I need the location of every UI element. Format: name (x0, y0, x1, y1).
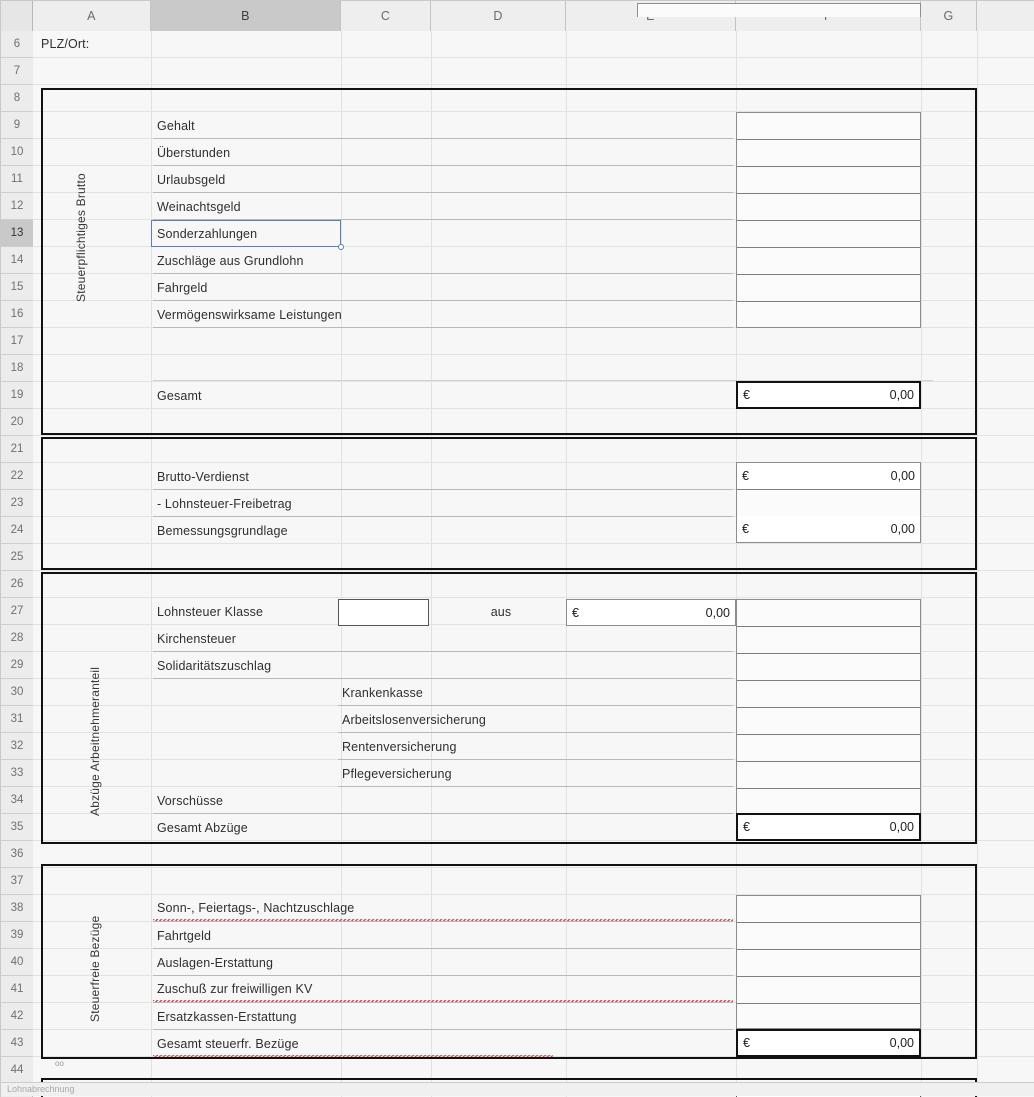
row-header-20[interactable]: 20 (1, 409, 33, 436)
stray-marker: oo (55, 1059, 64, 1068)
row-header-38[interactable]: 38 (1, 895, 33, 922)
amount-gesamt-abzuege[interactable] (736, 813, 921, 841)
steuerfrei-divider-3 (737, 976, 920, 977)
amount-box-group-steuerfrei[interactable] (736, 895, 921, 1029)
row-header-37[interactable]: 37 (1, 868, 33, 895)
steuerfrei-divider-4 (737, 1003, 920, 1004)
row-label-gesamt-abzuege: Gesamt Abzüge (157, 821, 248, 835)
row-label-arbeitslosenversicherung[interactable]: Arbeitslosenversicherung (338, 707, 733, 733)
row-header-32[interactable]: 32 (1, 733, 33, 760)
row-label-auslagen-erstattung[interactable]: Auslagen-Erstattung (153, 950, 733, 976)
row-header-11[interactable]: 11 (1, 166, 33, 193)
section-label-steuerpflichtiges-brutto: Steuerpflichtiges Brutto (74, 173, 89, 303)
row-label-sonderzahlungen[interactable]: Sonderzahlungen (157, 227, 258, 241)
row-header-26[interactable]: 26 (1, 571, 33, 598)
row-label-zuschuss-freiwillige-kv[interactable]: Zuschuß zur freiwilligen KV (153, 977, 733, 1003)
currency-symbol-brutto-verdienst: € (742, 469, 749, 483)
row-label-lohnsteuer-freibetrag[interactable]: - Lohnsteuer-Freibetrag (153, 491, 733, 517)
row-label-kirchensteuer[interactable]: Kirchensteuer (153, 626, 733, 652)
column-header-d[interactable]: D (431, 1, 566, 31)
row-header-9[interactable]: 9 (1, 112, 33, 139)
row-header-28[interactable]: 28 (1, 625, 33, 652)
section-label-steuerfreie-bezuege: Steuerfreie Bezüge (88, 915, 103, 1022)
row-sep-17 (33, 354, 1034, 355)
amount-value-gesamt-steuerfrei: 0,00 (889, 1036, 914, 1050)
row-label-krankenkasse[interactable]: Krankenkasse (338, 680, 733, 706)
row-label-vorschuesse[interactable]: Vorschüsse (153, 788, 733, 814)
row-header-19[interactable]: 19 (1, 382, 33, 409)
row-label-gehalt[interactable]: Gehalt (153, 113, 733, 139)
row-header-24[interactable]: 24 (1, 517, 33, 544)
plz-ort-label: PLZ/Ort: (41, 37, 90, 51)
row-header-15[interactable]: 15 (1, 274, 33, 301)
amount-divider-2 (737, 166, 920, 167)
row-header-23[interactable]: 23 (1, 490, 33, 517)
fill-handle[interactable] (338, 244, 344, 250)
row-header-7[interactable]: 7 (1, 58, 33, 85)
steuerfrei-divider-2 (737, 949, 920, 950)
col-sep-g-tail (977, 31, 978, 1097)
row-sep-36 (33, 867, 1034, 868)
amount-gesamt-brutto[interactable] (736, 381, 921, 409)
sheet-tab-label[interactable]: Lohnabrechnung (7, 1084, 75, 1094)
row-label-rentenversicherung[interactable]: Rentenversicherung (338, 734, 733, 760)
column-header-c[interactable]: C (341, 1, 431, 31)
amount-value-lohnsteuer: 0,00 (705, 605, 730, 620)
amount-divider-4 (737, 220, 920, 221)
abzuege-divider-5 (737, 734, 920, 735)
row-label-pflegeversicherung[interactable]: Pflegeversicherung (338, 761, 733, 787)
verdienst-divider-1 (737, 489, 920, 490)
currency-symbol-lohnsteuer: € (572, 605, 579, 620)
row-header-17[interactable]: 17 (1, 328, 33, 355)
connector-aus: aus (490, 605, 512, 619)
row-sep-25 (33, 570, 1034, 571)
row-header-40[interactable]: 40 (1, 949, 33, 976)
row-label-gesamt-brutto: Gesamt (157, 389, 202, 403)
row-sep-20 (33, 435, 1034, 436)
amount-divider-7 (737, 301, 920, 302)
sheet-grid[interactable] (33, 31, 1034, 1097)
lohnsteuer-klasse-input[interactable] (338, 599, 429, 626)
currency-symbol-gesamt-abzuege: € (743, 820, 750, 834)
amount-lohnsteuer[interactable] (566, 599, 736, 626)
row-header-14[interactable]: 14 (1, 247, 33, 274)
abzuege-divider-4 (737, 707, 920, 708)
amount-value-brutto-verdienst: 0,00 (890, 469, 915, 483)
row-header-31[interactable]: 31 (1, 706, 33, 733)
active-cell-selection[interactable] (151, 220, 341, 247)
col-sep-f-g (921, 31, 922, 1097)
select-all-corner[interactable] (1, 1, 33, 31)
row-header-30[interactable]: 30 (1, 679, 33, 706)
row-header-33[interactable]: 33 (1, 760, 33, 787)
row-header-6[interactable]: 6 (1, 31, 33, 58)
currency-symbol-gesamt-brutto: € (743, 388, 750, 402)
row-sep-6 (33, 57, 1034, 58)
row-header-44[interactable]: 44 (1, 1057, 33, 1084)
amount-brutto-verdienst[interactable] (736, 462, 921, 489)
column-header-b[interactable]: B (151, 1, 341, 31)
abzuege-divider-3 (737, 680, 920, 681)
abzuege-divider-7 (737, 788, 920, 789)
amount-box-group-brutto[interactable] (736, 112, 921, 328)
row-header-21[interactable]: 21 (1, 436, 33, 463)
row-header-18[interactable]: 18 (1, 355, 33, 382)
amount-gesamt-steuerfrei[interactable] (736, 1029, 921, 1057)
row-label-bemessungsgrundlage[interactable]: Bemessungsgrundlage (157, 524, 288, 538)
row-header-39[interactable]: 39 (1, 922, 33, 949)
row-header-43[interactable]: 43 (1, 1030, 33, 1057)
row-label-ueberstunden[interactable]: Überstunden (153, 140, 733, 166)
row-header-36[interactable]: 36 (1, 841, 33, 868)
row-label-brutto-verdienst[interactable]: Brutto-Verdienst (153, 464, 733, 490)
row-header-22[interactable]: 22 (1, 463, 33, 490)
row-header-16[interactable]: 16 (1, 301, 33, 328)
column-selection-bracket (637, 3, 921, 17)
col-sep-a-b (151, 31, 152, 1097)
row-header-34[interactable]: 34 (1, 787, 33, 814)
row-label-urlaubsgeld[interactable]: Urlaubsgeld (153, 167, 733, 193)
row-label-gesamt-steuerfrei: Gesamt steuerfr. Bezüge (153, 1031, 553, 1057)
sheet-tab-strip[interactable] (1, 1082, 1034, 1096)
row-header-27[interactable]: 27 (1, 598, 33, 625)
row-label-vermoegenswirksame-leistungen[interactable]: Vermögenswirksame Leistungen (153, 302, 733, 328)
row-label-solidaritaetszuschlag[interactable]: Solidaritätszuschlag (153, 653, 733, 679)
column-header-tail[interactable] (977, 1, 1034, 31)
column-header-strip (1, 1, 1034, 31)
row-label-weinachtsgeld[interactable]: Weinachtsgeld (153, 194, 733, 220)
amount-divider-1 (737, 139, 920, 140)
amount-value-gesamt-brutto: 0,00 (889, 388, 914, 402)
amount-divider-6 (737, 274, 920, 275)
row-label-ersatzkassen-erstattung[interactable]: Ersatzkassen-Erstattung (153, 1004, 733, 1030)
row-sep-7 (33, 84, 1034, 85)
row-label-fahrtgeld[interactable]: Fahrtgeld (153, 923, 733, 949)
row-label-fahrgeld[interactable]: Fahrgeld (153, 275, 733, 301)
row-header-10[interactable]: 10 (1, 139, 33, 166)
currency-symbol-gesamt-steuerfrei: € (743, 1036, 750, 1050)
row-header-35[interactable]: 35 (1, 814, 33, 841)
amount-value-gesamt-abzuege: 0,00 (889, 820, 914, 834)
row-header-42[interactable]: 42 (1, 1003, 33, 1030)
row-header-12[interactable]: 12 (1, 193, 33, 220)
column-header-g[interactable]: G (921, 1, 977, 31)
column-header-a[interactable]: A (33, 1, 151, 31)
abzuege-divider-2 (737, 653, 920, 654)
row-header-gutter (1, 31, 33, 1097)
row-header-25[interactable]: 25 (1, 544, 33, 571)
abzuege-divider-6 (737, 761, 920, 762)
row-label-lohnsteuer-klasse: Lohnsteuer Klasse (157, 605, 264, 619)
amount-value-bemessungsgrundlage: 0,00 (890, 522, 915, 536)
amount-bemessungsgrundlage[interactable] (736, 516, 921, 543)
row-header-13[interactable]: 13 (1, 220, 33, 247)
row-label-sonn-feiertags-nachtzuschlage[interactable]: Sonn-, Feiertags-, Nachtzuschlage (153, 896, 733, 922)
steuerfrei-divider-1 (737, 922, 920, 923)
row-label-zuschlaege-grundlohn[interactable]: Zuschläge aus Grundlohn (153, 248, 733, 274)
amount-box-group-abzuege[interactable] (736, 599, 921, 814)
abzuege-divider-1 (737, 626, 920, 627)
row-header-29[interactable]: 29 (1, 652, 33, 679)
section-label-abzuege-arbeitnehmeranteil: Abzüge Arbeitnehmeranteil (88, 666, 103, 816)
row-sep-26 (33, 597, 1034, 598)
currency-symbol-bemessungsgrundlage: € (742, 522, 749, 536)
row-header-41[interactable]: 41 (1, 976, 33, 1003)
amount-divider-5 (737, 247, 920, 248)
amount-divider-3 (737, 193, 920, 194)
row-header-8[interactable]: 8 (1, 85, 33, 112)
